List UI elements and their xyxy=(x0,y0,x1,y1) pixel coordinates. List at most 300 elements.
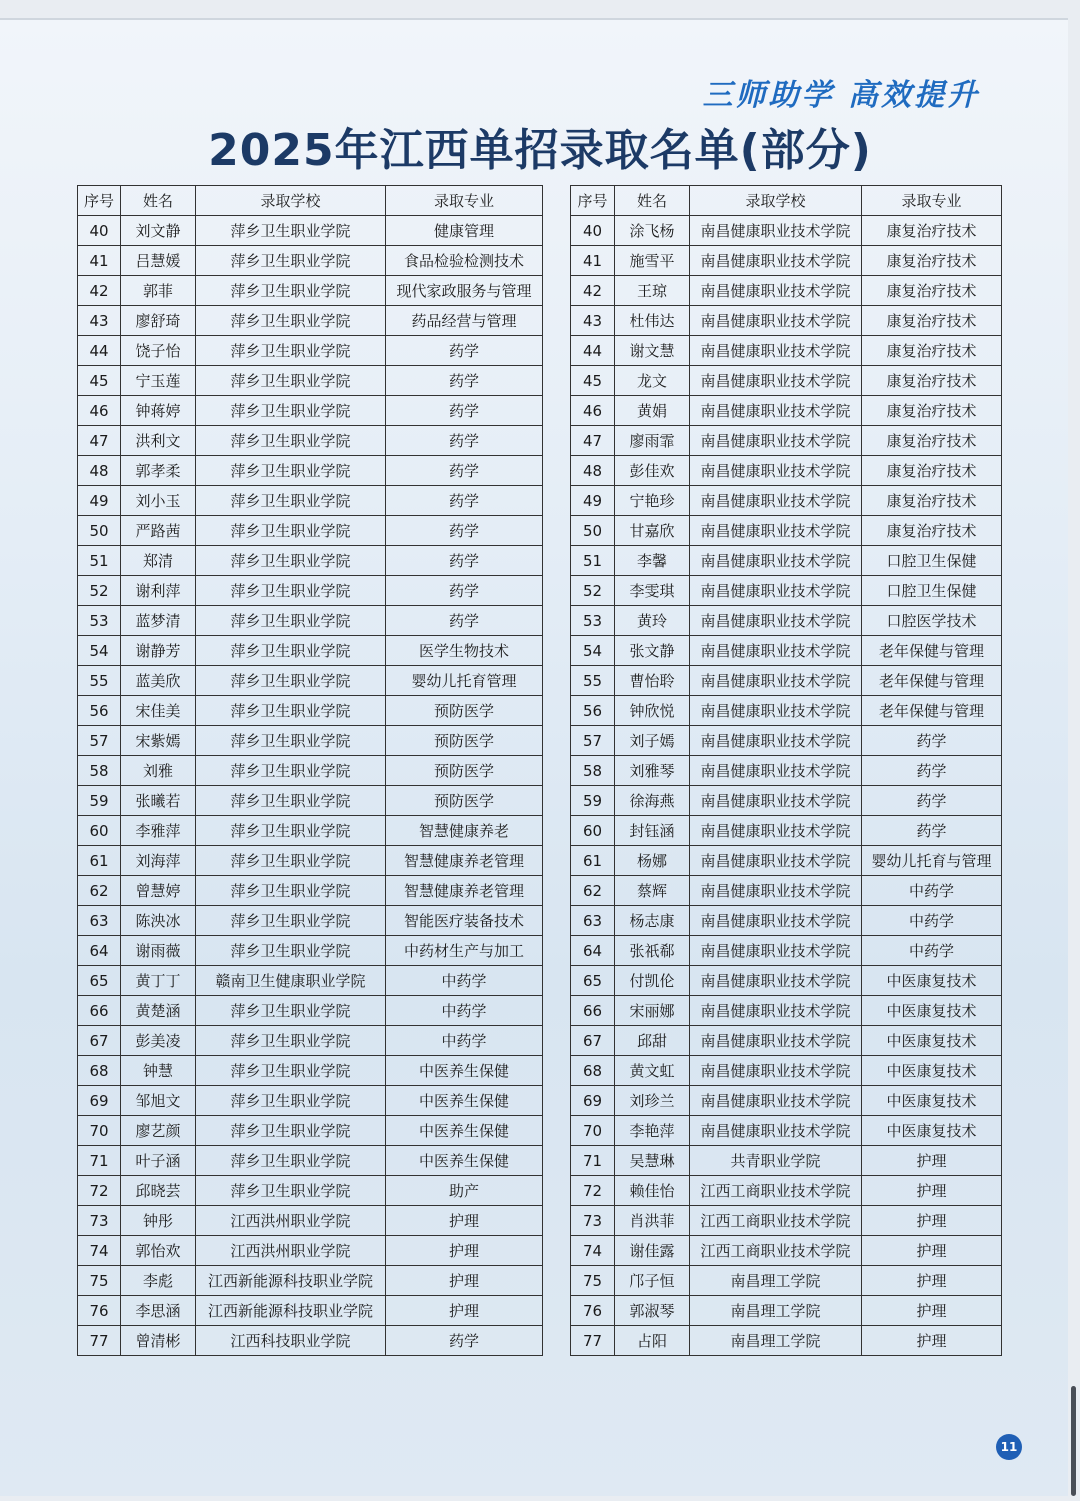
cell-no: 69 xyxy=(571,1086,615,1116)
cell-major: 康复治疗技术 xyxy=(862,306,1002,336)
cell-no: 48 xyxy=(78,456,121,486)
cell-no: 51 xyxy=(571,546,615,576)
table-row xyxy=(78,1206,543,1236)
table-row xyxy=(571,696,1002,726)
cell-school: 萍乡卫生职业学院 xyxy=(196,756,386,786)
cell-major: 中药学 xyxy=(862,936,1002,966)
cell-major: 药学 xyxy=(386,456,543,486)
table-row xyxy=(78,546,543,576)
cell-school: 萍乡卫生职业学院 xyxy=(196,1026,386,1056)
cell-school: 萍乡卫生职业学院 xyxy=(196,1146,386,1176)
cell-major: 药学 xyxy=(386,546,543,576)
cell-school: 萍乡卫生职业学院 xyxy=(196,366,386,396)
table-row xyxy=(78,996,543,1026)
cell-no: 46 xyxy=(571,396,615,426)
cell-no: 64 xyxy=(571,936,615,966)
table-row xyxy=(78,846,543,876)
cell-major: 药学 xyxy=(386,486,543,516)
cell-school: 南昌健康职业技术学院 xyxy=(690,846,862,876)
cell-major: 中医康复技术 xyxy=(862,1056,1002,1086)
cell-name: 邹旭文 xyxy=(121,1086,196,1116)
table-row xyxy=(78,366,543,396)
table-row xyxy=(78,216,543,246)
scrollbar-thumb[interactable] xyxy=(1071,1386,1076,1496)
cell-school: 南昌健康职业技术学院 xyxy=(690,876,862,906)
table-row xyxy=(78,1116,543,1146)
cell-no: 52 xyxy=(571,576,615,606)
cell-no: 57 xyxy=(571,726,615,756)
table-row xyxy=(571,846,1002,876)
cell-no: 68 xyxy=(571,1056,615,1086)
table-row xyxy=(571,1056,1002,1086)
cell-major: 中药学 xyxy=(862,876,1002,906)
cell-school: 萍乡卫生职业学院 xyxy=(196,486,386,516)
cell-name: 黄丁丁 xyxy=(121,966,196,996)
cell-no: 47 xyxy=(571,426,615,456)
cell-no: 52 xyxy=(78,576,121,606)
cell-school: 南昌健康职业技术学院 xyxy=(690,936,862,966)
table-header-row xyxy=(571,186,1002,216)
table-row xyxy=(571,1086,1002,1116)
cell-no: 41 xyxy=(571,246,615,276)
cell-no: 53 xyxy=(78,606,121,636)
cell-school: 萍乡卫生职业学院 xyxy=(196,546,386,576)
cell-school: 南昌理工学院 xyxy=(690,1326,862,1356)
cell-no: 66 xyxy=(571,996,615,1026)
cell-school: 南昌健康职业技术学院 xyxy=(690,816,862,846)
cell-school: 萍乡卫生职业学院 xyxy=(196,216,386,246)
cell-major: 智慧健康养老 xyxy=(386,816,543,846)
cell-major: 预防医学 xyxy=(386,786,543,816)
cell-name: 宋紫嫣 xyxy=(121,726,196,756)
cell-school: 萍乡卫生职业学院 xyxy=(196,816,386,846)
cell-school: 萍乡卫生职业学院 xyxy=(196,666,386,696)
header-major: 录取专业 xyxy=(862,186,1002,216)
cell-name: 宁艳珍 xyxy=(615,486,690,516)
cell-school: 南昌健康职业技术学院 xyxy=(690,606,862,636)
cell-name: 刘雅琴 xyxy=(615,756,690,786)
cell-no: 67 xyxy=(571,1026,615,1056)
cell-school: 南昌健康职业技术学院 xyxy=(690,1116,862,1146)
cell-major: 药学 xyxy=(862,756,1002,786)
cell-no: 62 xyxy=(78,876,121,906)
table-row xyxy=(78,246,543,276)
table-row xyxy=(571,1206,1002,1236)
cell-school: 江西工商职业技术学院 xyxy=(690,1206,862,1236)
cell-no: 43 xyxy=(571,306,615,336)
cell-major: 预防医学 xyxy=(386,696,543,726)
cell-name: 封钰涵 xyxy=(615,816,690,846)
table-row xyxy=(571,996,1002,1026)
table-row xyxy=(78,936,543,966)
cell-major: 护理 xyxy=(862,1146,1002,1176)
cell-major: 预防医学 xyxy=(386,756,543,786)
header-no: 序号 xyxy=(571,186,615,216)
cell-school: 萍乡卫生职业学院 xyxy=(196,876,386,906)
cell-name: 赖佳怡 xyxy=(615,1176,690,1206)
cell-school: 萍乡卫生职业学院 xyxy=(196,456,386,486)
table-row xyxy=(571,1296,1002,1326)
cell-name: 付凯伦 xyxy=(615,966,690,996)
cell-school: 南昌健康职业技术学院 xyxy=(690,756,862,786)
cell-name: 黄娟 xyxy=(615,396,690,426)
cell-major: 老年保健与管理 xyxy=(862,696,1002,726)
cell-name: 龙文 xyxy=(615,366,690,396)
table-row xyxy=(571,906,1002,936)
cell-no: 47 xyxy=(78,426,121,456)
header-no: 序号 xyxy=(78,186,121,216)
cell-school: 萍乡卫生职业学院 xyxy=(196,696,386,726)
cell-name: 郭孝柔 xyxy=(121,456,196,486)
cell-school: 南昌健康职业技术学院 xyxy=(690,966,862,996)
cell-name: 郑清 xyxy=(121,546,196,576)
table-row xyxy=(78,426,543,456)
table-row xyxy=(78,276,543,306)
cell-major: 康复治疗技术 xyxy=(862,396,1002,426)
cell-no: 48 xyxy=(571,456,615,486)
cell-major: 康复治疗技术 xyxy=(862,246,1002,276)
cell-major: 口腔医学技术 xyxy=(862,606,1002,636)
table-row xyxy=(571,666,1002,696)
table-row xyxy=(571,336,1002,366)
cell-no: 70 xyxy=(571,1116,615,1146)
cell-name: 黄文虹 xyxy=(615,1056,690,1086)
cell-school: 南昌健康职业技术学院 xyxy=(690,336,862,366)
cell-name: 黄玲 xyxy=(615,606,690,636)
cell-name: 甘嘉欣 xyxy=(615,516,690,546)
cell-no: 45 xyxy=(78,366,121,396)
header-name: 姓名 xyxy=(615,186,690,216)
table-row xyxy=(571,516,1002,546)
cell-no: 44 xyxy=(571,336,615,366)
cell-name: 施雪平 xyxy=(615,246,690,276)
cell-no: 40 xyxy=(571,216,615,246)
table-row xyxy=(78,816,543,846)
cell-no: 51 xyxy=(78,546,121,576)
table-row xyxy=(78,1026,543,1056)
cell-major: 康复治疗技术 xyxy=(862,486,1002,516)
cell-no: 58 xyxy=(571,756,615,786)
cell-name: 宋丽娜 xyxy=(615,996,690,1026)
table-row xyxy=(571,936,1002,966)
cell-major: 预防医学 xyxy=(386,726,543,756)
cell-major: 康复治疗技术 xyxy=(862,516,1002,546)
cell-no: 50 xyxy=(571,516,615,546)
cell-major: 护理 xyxy=(386,1206,543,1236)
cell-no: 49 xyxy=(571,486,615,516)
cell-name: 廖舒琦 xyxy=(121,306,196,336)
cell-school: 南昌健康职业技术学院 xyxy=(690,546,862,576)
admission-table-right xyxy=(570,185,1002,1356)
cell-no: 63 xyxy=(571,906,615,936)
cell-no: 77 xyxy=(571,1326,615,1356)
header-school: 录取学校 xyxy=(196,186,386,216)
cell-school: 南昌健康职业技术学院 xyxy=(690,576,862,606)
cell-name: 刘雅 xyxy=(121,756,196,786)
cell-school: 萍乡卫生职业学院 xyxy=(196,396,386,426)
table-row xyxy=(78,1296,543,1326)
cell-major: 药学 xyxy=(862,786,1002,816)
cell-name: 邱甜 xyxy=(615,1026,690,1056)
cell-major: 口腔卫生保健 xyxy=(862,576,1002,606)
cell-name: 谢文慧 xyxy=(615,336,690,366)
cell-major: 中医康复技术 xyxy=(862,1116,1002,1146)
cell-no: 42 xyxy=(571,276,615,306)
cell-name: 刘海萍 xyxy=(121,846,196,876)
cell-major: 婴幼儿托育与管理 xyxy=(862,846,1002,876)
cell-school: 江西新能源科技职业学院 xyxy=(196,1266,386,1296)
table-row xyxy=(571,726,1002,756)
cell-name: 宋佳美 xyxy=(121,696,196,726)
cell-name: 彭美凌 xyxy=(121,1026,196,1056)
cell-school: 萍乡卫生职业学院 xyxy=(196,726,386,756)
cell-name: 蓝梦清 xyxy=(121,606,196,636)
cell-major: 护理 xyxy=(386,1236,543,1266)
table-row xyxy=(571,1116,1002,1146)
cell-no: 72 xyxy=(78,1176,121,1206)
cell-name: 谢利萍 xyxy=(121,576,196,606)
cell-no: 75 xyxy=(571,1266,615,1296)
cell-no: 55 xyxy=(571,666,615,696)
cell-name: 杨娜 xyxy=(615,846,690,876)
cell-no: 75 xyxy=(78,1266,121,1296)
cell-major: 药学 xyxy=(862,726,1002,756)
cell-major: 智慧健康养老管理 xyxy=(386,846,543,876)
cell-name: 陈泱冰 xyxy=(121,906,196,936)
cell-name: 李雅萍 xyxy=(121,816,196,846)
cell-major: 中医康复技术 xyxy=(862,966,1002,996)
cell-no: 65 xyxy=(571,966,615,996)
table-row xyxy=(78,876,543,906)
cell-school: 萍乡卫生职业学院 xyxy=(196,1116,386,1146)
cell-school: 南昌健康职业技术学院 xyxy=(690,636,862,666)
cell-school: 南昌健康职业技术学院 xyxy=(690,1026,862,1056)
table-row xyxy=(78,1056,543,1086)
table-row xyxy=(571,1176,1002,1206)
cell-major: 婴幼儿托育管理 xyxy=(386,666,543,696)
cell-name: 谢雨薇 xyxy=(121,936,196,966)
cell-no: 63 xyxy=(78,906,121,936)
cell-name: 谢静芳 xyxy=(121,636,196,666)
table-row xyxy=(78,486,543,516)
header-name: 姓名 xyxy=(121,186,196,216)
cell-school: 萍乡卫生职业学院 xyxy=(196,786,386,816)
cell-major: 药学 xyxy=(386,576,543,606)
cell-name: 郭菲 xyxy=(121,276,196,306)
cell-major: 药学 xyxy=(386,366,543,396)
cell-major: 护理 xyxy=(862,1206,1002,1236)
cell-school: 南昌健康职业技术学院 xyxy=(690,996,862,1026)
cell-major: 康复治疗技术 xyxy=(862,426,1002,456)
cell-name: 李艳萍 xyxy=(615,1116,690,1146)
cell-school: 萍乡卫生职业学院 xyxy=(196,906,386,936)
cell-major: 药学 xyxy=(386,516,543,546)
cell-no: 60 xyxy=(571,816,615,846)
cell-school: 萍乡卫生职业学院 xyxy=(196,1176,386,1206)
cell-school: 南昌健康职业技术学院 xyxy=(690,906,862,936)
cell-school: 萍乡卫生职业学院 xyxy=(196,306,386,336)
table-row xyxy=(571,216,1002,246)
table-row xyxy=(78,756,543,786)
cell-school: 南昌健康职业技术学院 xyxy=(690,486,862,516)
cell-no: 74 xyxy=(571,1236,615,1266)
cell-school: 南昌理工学院 xyxy=(690,1296,862,1326)
cell-major: 护理 xyxy=(862,1236,1002,1266)
cell-no: 44 xyxy=(78,336,121,366)
cell-school: 萍乡卫生职业学院 xyxy=(196,276,386,306)
cell-major: 康复治疗技术 xyxy=(862,216,1002,246)
cell-name: 曹怡聆 xyxy=(615,666,690,696)
cell-no: 58 xyxy=(78,756,121,786)
cell-name: 杨志康 xyxy=(615,906,690,936)
cell-no: 59 xyxy=(571,786,615,816)
cell-school: 南昌健康职业技术学院 xyxy=(690,516,862,546)
table-row xyxy=(571,876,1002,906)
table-header-row xyxy=(78,186,543,216)
table-row xyxy=(571,1026,1002,1056)
table-row xyxy=(571,546,1002,576)
cell-name: 洪利文 xyxy=(121,426,196,456)
cell-name: 李馨 xyxy=(615,546,690,576)
cell-name: 邱晓芸 xyxy=(121,1176,196,1206)
table-row xyxy=(571,786,1002,816)
cell-no: 41 xyxy=(78,246,121,276)
cell-no: 55 xyxy=(78,666,121,696)
header-major: 录取专业 xyxy=(386,186,543,216)
cell-name: 钟慧 xyxy=(121,1056,196,1086)
cell-major: 康复治疗技术 xyxy=(862,366,1002,396)
cell-name: 宁玉莲 xyxy=(121,366,196,396)
document-page xyxy=(0,18,1068,1496)
table-row xyxy=(78,726,543,756)
cell-school: 南昌健康职业技术学院 xyxy=(690,1086,862,1116)
cell-major: 口腔卫生保健 xyxy=(862,546,1002,576)
cell-no: 57 xyxy=(78,726,121,756)
cell-no: 73 xyxy=(78,1206,121,1236)
cell-major: 老年保健与管理 xyxy=(862,666,1002,696)
page-title: 2025年江西单招录取名单(部分) xyxy=(208,125,872,176)
cell-school: 南昌健康职业技术学院 xyxy=(690,786,862,816)
table-row xyxy=(571,366,1002,396)
cell-school: 南昌健康职业技术学院 xyxy=(690,726,862,756)
cell-name: 李彪 xyxy=(121,1266,196,1296)
cell-school: 南昌健康职业技术学院 xyxy=(690,696,862,726)
cell-school: 萍乡卫生职业学院 xyxy=(196,936,386,966)
cell-name: 刘小玉 xyxy=(121,486,196,516)
admission-table-left xyxy=(77,185,543,1356)
cell-major: 药学 xyxy=(386,606,543,636)
cell-major: 老年保健与管理 xyxy=(862,636,1002,666)
cell-name: 杜伟达 xyxy=(615,306,690,336)
cell-name: 占阳 xyxy=(615,1326,690,1356)
cell-no: 71 xyxy=(571,1146,615,1176)
cell-school: 江西科技职业学院 xyxy=(196,1326,386,1356)
cell-no: 67 xyxy=(78,1026,121,1056)
cell-no: 50 xyxy=(78,516,121,546)
cell-name: 叶子涵 xyxy=(121,1146,196,1176)
cell-school: 萍乡卫生职业学院 xyxy=(196,336,386,366)
cell-name: 王琼 xyxy=(615,276,690,306)
cell-major: 护理 xyxy=(862,1266,1002,1296)
table-row xyxy=(571,456,1002,486)
table-row xyxy=(78,966,543,996)
table-row xyxy=(571,606,1002,636)
cell-major: 智慧健康养老管理 xyxy=(386,876,543,906)
cell-name: 刘珍兰 xyxy=(615,1086,690,1116)
cell-no: 49 xyxy=(78,486,121,516)
cell-no: 40 xyxy=(78,216,121,246)
cell-major: 药品经营与管理 xyxy=(386,306,543,336)
table-row xyxy=(571,636,1002,666)
table-row xyxy=(571,816,1002,846)
table-row xyxy=(571,246,1002,276)
cell-major: 康复治疗技术 xyxy=(862,276,1002,306)
table-row xyxy=(571,396,1002,426)
cell-major: 中医康复技术 xyxy=(862,996,1002,1026)
cell-name: 肖洪菲 xyxy=(615,1206,690,1236)
cell-name: 谢佳露 xyxy=(615,1236,690,1266)
cell-no: 68 xyxy=(78,1056,121,1086)
cell-name: 张曦若 xyxy=(121,786,196,816)
cell-major: 医学生物技术 xyxy=(386,636,543,666)
table-row xyxy=(78,696,543,726)
slogan: 三师助学 高效提升 xyxy=(702,78,980,113)
cell-name: 蔡辉 xyxy=(615,876,690,906)
cell-name: 张祇郗 xyxy=(615,936,690,966)
cell-name: 郭淑琴 xyxy=(615,1296,690,1326)
cell-school: 萍乡卫生职业学院 xyxy=(196,426,386,456)
table-row xyxy=(78,1266,543,1296)
cell-major: 中药学 xyxy=(386,966,543,996)
cell-no: 56 xyxy=(78,696,121,726)
cell-name: 严路茜 xyxy=(121,516,196,546)
cell-school: 江西洪州职业学院 xyxy=(196,1236,386,1266)
cell-school: 南昌健康职业技术学院 xyxy=(690,276,862,306)
cell-no: 74 xyxy=(78,1236,121,1266)
cell-school: 南昌健康职业技术学院 xyxy=(690,456,862,486)
cell-name: 黄楚涵 xyxy=(121,996,196,1026)
cell-no: 73 xyxy=(571,1206,615,1236)
header-school: 录取学校 xyxy=(690,186,862,216)
cell-name: 李思涵 xyxy=(121,1296,196,1326)
page-number-badge: 11 xyxy=(996,1434,1022,1460)
table-row xyxy=(78,1236,543,1266)
cell-major: 康复治疗技术 xyxy=(862,336,1002,366)
cell-school: 萍乡卫生职业学院 xyxy=(196,846,386,876)
cell-major: 中医养生保健 xyxy=(386,1116,543,1146)
cell-name: 邝子恒 xyxy=(615,1266,690,1296)
cell-no: 64 xyxy=(78,936,121,966)
table-row xyxy=(78,1146,543,1176)
cell-name: 廖雨霏 xyxy=(615,426,690,456)
table-row xyxy=(78,906,543,936)
cell-no: 46 xyxy=(78,396,121,426)
cell-school: 萍乡卫生职业学院 xyxy=(196,246,386,276)
cell-no: 43 xyxy=(78,306,121,336)
cell-name: 曾清彬 xyxy=(121,1326,196,1356)
table-row xyxy=(571,756,1002,786)
cell-no: 56 xyxy=(571,696,615,726)
cell-school: 萍乡卫生职业学院 xyxy=(196,636,386,666)
cell-major: 康复治疗技术 xyxy=(862,456,1002,486)
table-row xyxy=(78,636,543,666)
cell-school: 萍乡卫生职业学院 xyxy=(196,606,386,636)
table-row xyxy=(571,276,1002,306)
cell-name: 彭佳欢 xyxy=(615,456,690,486)
cell-name: 蓝美欣 xyxy=(121,666,196,696)
cell-major: 中医康复技术 xyxy=(862,1086,1002,1116)
cell-name: 钟蒋婷 xyxy=(121,396,196,426)
